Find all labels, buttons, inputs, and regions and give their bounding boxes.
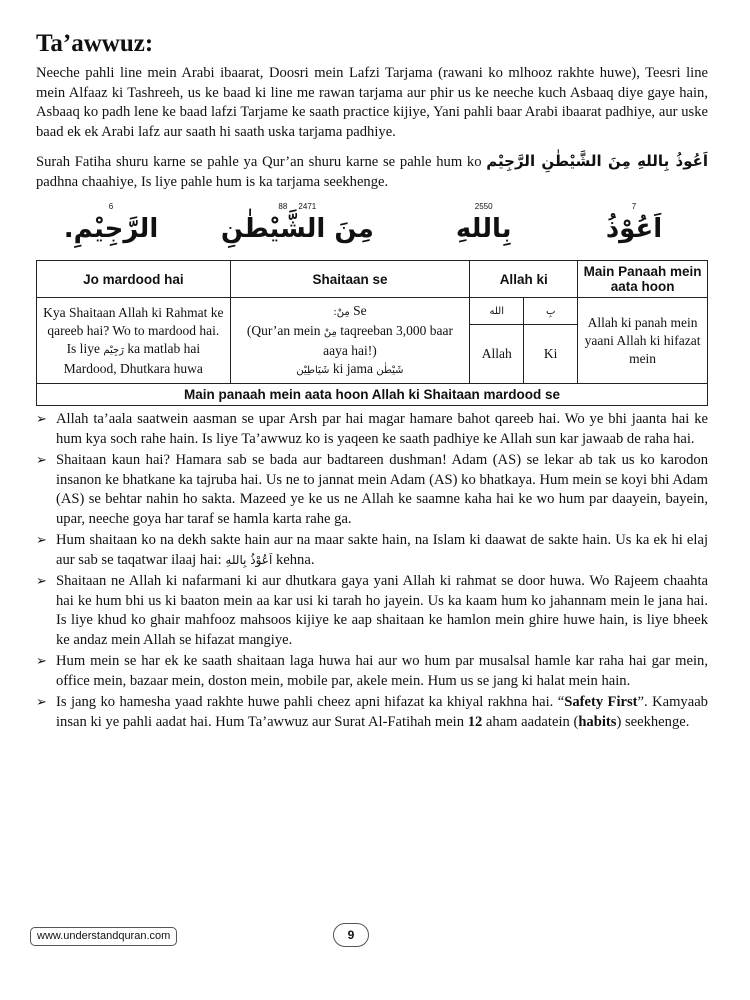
list-item: ➢ Is jang ko hamesha yaad rakhte huwe pahli cheez apni hifazat ka khiyal rakhna hai. “Safety First”. Kamyaab insan ki ye pahli aadat hai. Hum Ta’awwuz aur Surat Al-Fatihah mein 12 aham aadatein (habits) seekhenge.: [36, 694, 708, 730]
arabic-word-row: [36, 202, 708, 254]
header-allah-ki: Allah ki: [470, 261, 578, 298]
arrow-bullet-icon: ➢: [36, 533, 47, 548]
word-arabic: مِنَ الشَّيْطٰنِ: [220, 214, 374, 244]
plural-line: شَيَاطِيْن ki jama شَيْطٰن: [296, 360, 404, 376]
safety-first-bold: Safety First: [564, 694, 638, 710]
arrow-bullet-icon: ➢: [36, 412, 47, 427]
arrow-bullet-icon: ➢: [36, 453, 47, 468]
list-item: ➢ Hum mein se har ek ke saath shaitaan laga huwa hai aur wo hum par musalsal hamle kar raha hai gar mein, office mein, bazaar mein, doston mein, mobile par, akele mein. Hum us se jang ki halat mein hain.: [36, 653, 708, 689]
cell-allah: Allah: [470, 325, 524, 384]
list-item: ➢ Shaitaan ne Allah ki nafarmani ki aur dhutkara gaya yani Allah ki rahmat se door huwa. Wo Rajeem chaahta hai ke hum bhi us ki baaton mein aa kar usi ki tarah ho jayein. Us ka kaam hum ko jahannam mein le jana hai. Is liye khud ko ghair mahfooz mahsoos kijiye ke aap shaitaan ke hamlon mein ghire huwe hain, is liye bheek ke andaz mein Allah se hifazat mangiye.: [36, 573, 708, 648]
rajeem-arabic: رَجِيْم: [103, 344, 124, 356]
arabic-word: [409, 202, 559, 254]
list-item: ➢ Hum shaitaan ko na dekh sakte hain aur na maar sakte hain, na Islam ki daawat de sakte hain. Us ka ek hi elaj aur sab se taqatwar ilaaj hai: اَعُوْذُ بِاللهِ kehna.: [36, 532, 708, 568]
aoozu-billah-arabic: اَعُوْذُ بِاللهِ: [225, 552, 273, 567]
cell-mardood-explanation: Kya Shaitaan Allah ki Rahmat ke qareeb hai? Wo to mardood hai. Is liye رَجِيْم ka matlab hai Mardood, Dhutkara huwa: [37, 298, 231, 384]
table-row: [37, 298, 708, 325]
word-frequency: 6: [108, 202, 114, 211]
arrow-bullet-icon: ➢: [36, 654, 47, 669]
header-jo-mardood: Jo mardood hai: [37, 261, 231, 298]
habits-count-bold: 12: [467, 713, 483, 730]
header-main-panaah: Main Panaah mein aata hoon: [578, 261, 708, 298]
cell-ki: Ki: [524, 325, 578, 384]
word-arabic: بِاللهِ: [455, 214, 512, 244]
min-line: مِنْ: Se: [333, 302, 367, 318]
cell-panaah-explanation: Allah ki panah mein yaani Allah ki hifazat mein: [578, 298, 708, 384]
word-arabic: اَعُوْذُ: [605, 214, 663, 244]
word-frequency: 88 2471: [278, 202, 317, 211]
instruction-text-before: Surah Fatiha shuru karne se pahle ya Qur’an shuru karne se pahle hum ko: [36, 154, 482, 170]
word-arabic: الرَّجِيْمِ.: [63, 214, 159, 244]
section-heading: Ta’awwuz:: [36, 30, 154, 57]
arrow-bullet-icon: ➢: [36, 695, 47, 710]
taawwuz-arabic-inline: اَعُوذُ بِاللهِ مِنَ الشَّيْطٰنِ الرَّجِيْم: [486, 152, 708, 170]
min-count-line: (Qur’an mein مِنْ taqreeban 3,000 baar aaya hai!): [246, 322, 454, 358]
arrow-bullet-icon: ➢: [36, 574, 47, 589]
summary-translation: Main panaah mein aata hoon Allah ki Shaitaan mardood se: [37, 384, 708, 406]
word-frequency: 2550: [474, 202, 493, 211]
page-number: 9: [333, 923, 369, 947]
lessons-list: [36, 410, 708, 732]
arabic-word: [36, 202, 186, 254]
cell-ba-arabic: بِ: [524, 298, 578, 325]
list-item: ➢ Allah ta’aala saatwein aasman se upar Arsh par hai magar hamare bahot qareeb hai. Wo ye bhi jaanta hai ke hum kya soch rahe hain. Is liye Ta’awwuz ko is yaqeen ke saath padhiye ke Allah sun kar jawaab de raha hai.: [36, 411, 708, 447]
page-content: [36, 30, 708, 734]
arabic-word: [560, 202, 708, 254]
instruction-paragraph: [36, 152, 708, 192]
header-shaitaan-se: Shaitaan se: [230, 261, 470, 298]
word-frequency: 7: [631, 202, 637, 211]
table-summary-row: [37, 384, 708, 406]
habits-bold: habits: [578, 713, 617, 730]
arabic-word: [187, 202, 407, 254]
intro-paragraph: Neeche pahli line mein Arabi ibaarat, Doosri mein Lafzi Tarjama (rawani ko mlhooz rakhte huwe), Teesri line mein Alfaaz ki Tashreeh, us ke baad ki line me rawan tarjama aur phir us ke neeche kuch Asbaaq diye gaye hain, Asbaaq ko padh lene ke baad lafzi Tarjame ke saath practice kijiye, Yani pahli baar Arabi ibaarat padhiye, aur uske baad ek ek Arabi lafz aur saath hi saath uska tarjama padhiye.: [36, 65, 708, 140]
website-link[interactable]: www.understandquran.com: [30, 927, 177, 946]
cell-allah-arabic: الله: [470, 298, 524, 325]
translation-table: [36, 260, 708, 406]
cell-shaitaan-explanation: [230, 298, 470, 384]
instruction-text-after: padhna chaahiye, Is liye pahle hum is ka tarjama seekhenge.: [36, 173, 389, 190]
list-item: ➢ Shaitaan kaun hai? Hamara sab se bada aur badtareen dushman! Adam (AS) se lekar ab tak us ko karodon insanon ke bhatkane ka tajruba hai. Us ne to jannat mein Adam (AS) ko bhatkaya. Hum mein se koyi bhi Adam (AS) se behtar nahin ho sakta. Mazeed ye ke us ne Allah ke saamne kaha hai ke wo hum par daayein, bayein, upar, neeche goya har taraf se hamla karta rahe ga.: [36, 452, 708, 527]
table-header-row: [37, 261, 708, 298]
